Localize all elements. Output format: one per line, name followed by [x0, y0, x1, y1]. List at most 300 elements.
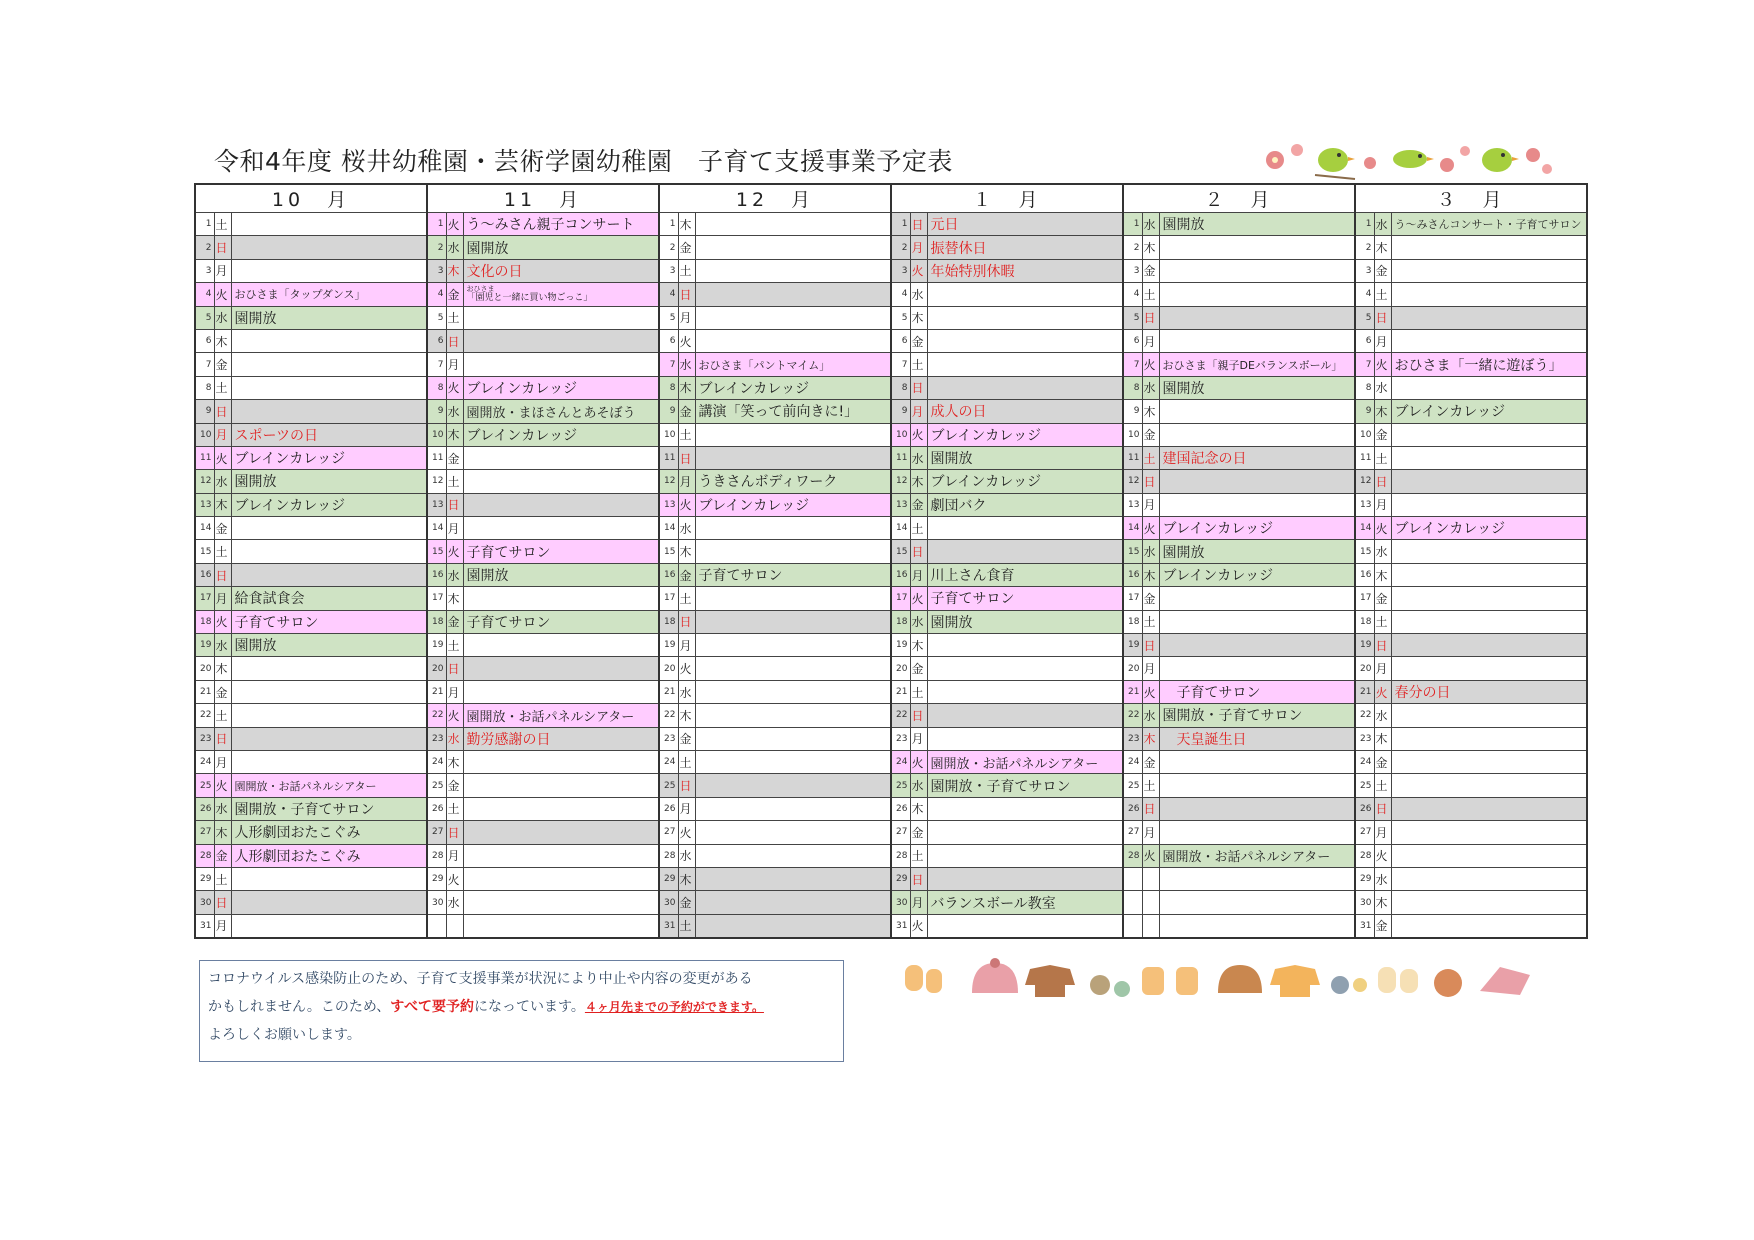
weekday: 木: [214, 821, 231, 844]
weekday: 月: [214, 259, 231, 282]
weekday: 火: [1142, 680, 1159, 703]
weekday: 土: [1374, 774, 1391, 797]
day-number: 27: [195, 821, 214, 844]
event-cell: [1391, 634, 1587, 657]
day-number: 15: [1123, 540, 1142, 563]
day-number: 17: [891, 587, 910, 610]
weekday: 金: [678, 727, 695, 750]
day-number: 6: [195, 329, 214, 352]
table-row: [195, 844, 1587, 867]
weekday: 月: [446, 844, 463, 867]
weekday: 土: [678, 587, 695, 610]
weekday: 日: [1374, 470, 1391, 493]
day-number: 15: [427, 540, 446, 563]
event-cell: 園開放: [1159, 376, 1355, 399]
event-cell: [1391, 306, 1587, 329]
weekday: [1142, 891, 1159, 914]
event-cell: 園開放: [1159, 213, 1355, 236]
event-cell: [463, 867, 659, 890]
day-number: 18: [1123, 610, 1142, 633]
table-row: [195, 891, 1587, 914]
event-cell: [463, 914, 659, 938]
table-row: [195, 704, 1587, 727]
event-cell: [231, 236, 427, 259]
flower-icon: [1440, 146, 1470, 172]
day-number: 30: [1355, 891, 1374, 914]
day-number: 27: [891, 821, 910, 844]
flower-icon: [1364, 157, 1376, 169]
day-number: 24: [891, 750, 910, 773]
weekday: 水: [214, 306, 231, 329]
weekday: 水: [214, 797, 231, 820]
day-number: 24: [195, 750, 214, 773]
weekday: 金: [1142, 587, 1159, 610]
weekday: 火: [910, 750, 927, 773]
day-number: 18: [195, 610, 214, 633]
day-number: 29: [195, 867, 214, 890]
event-cell: 園開放・お話パネルシアター: [1159, 844, 1355, 867]
day-number: 1: [1123, 213, 1142, 236]
day-number: 17: [1123, 587, 1142, 610]
weekday: 木: [446, 423, 463, 446]
day-number: 26: [1355, 797, 1374, 820]
weekday: 火: [214, 283, 231, 306]
event-cell: ブレインカレッジ: [1391, 400, 1587, 423]
weekday: 火: [1374, 353, 1391, 376]
weekday: 月: [214, 914, 231, 938]
event-cell: 振替休日: [927, 236, 1123, 259]
weekday: 火: [678, 657, 695, 680]
day-number: 10: [427, 423, 446, 446]
event-cell: [463, 844, 659, 867]
day-number: 21: [891, 680, 910, 703]
flower-icon: [1291, 144, 1303, 156]
weekday: 土: [678, 750, 695, 773]
day-number: 4: [1355, 283, 1374, 306]
day-number: 7: [659, 353, 678, 376]
event-cell: [695, 259, 891, 282]
weekday: 金: [214, 353, 231, 376]
flower-bird-decoration: [1255, 135, 1555, 185]
weekday: 月: [678, 634, 695, 657]
weekday: 月: [910, 563, 927, 586]
event-cell: [927, 844, 1123, 867]
weekday: 金: [1142, 259, 1159, 282]
weekday: 土: [446, 797, 463, 820]
event-cell: [927, 704, 1123, 727]
weekday: 火: [446, 867, 463, 890]
day-number: 14: [195, 517, 214, 540]
event-cell: 園開放・まほさんとあそぼう: [463, 400, 659, 423]
event-cell: [1159, 634, 1355, 657]
table-row: [195, 634, 1587, 657]
table-row: [195, 587, 1587, 610]
event-cell: 劇団バク: [927, 493, 1123, 516]
event-cell: [463, 470, 659, 493]
event-cell: [1391, 376, 1587, 399]
weekday: 日: [678, 774, 695, 797]
table-row: [195, 517, 1587, 540]
day-number: 2: [195, 236, 214, 259]
day-number: 3: [195, 259, 214, 282]
day-number: 13: [659, 493, 678, 516]
weekday: 土: [1142, 774, 1159, 797]
event-cell: [231, 891, 427, 914]
event-cell: [1159, 306, 1355, 329]
yarn-ball-icon: [1331, 976, 1367, 994]
event-cell: 子育てサロン: [231, 610, 427, 633]
event-cell: [695, 914, 891, 938]
day-number: 16: [891, 563, 910, 586]
weekday: 日: [1374, 797, 1391, 820]
event-cell: [231, 400, 427, 423]
day-number: 21: [659, 680, 678, 703]
weekday: 水: [1142, 540, 1159, 563]
weekday: 月: [1374, 493, 1391, 516]
event-cell: [231, 213, 427, 236]
event-cell: 文化の日: [463, 259, 659, 282]
day-number: 11: [195, 446, 214, 469]
day-number: 14: [427, 517, 446, 540]
event-cell: 勤労感謝の日: [463, 727, 659, 750]
weekday: 木: [1374, 727, 1391, 750]
day-number: 31: [659, 914, 678, 938]
day-number: 20: [659, 657, 678, 680]
weekday: 月: [446, 517, 463, 540]
day-number: 16: [427, 563, 446, 586]
hat-icon: [1218, 965, 1262, 993]
event-cell: 人形劇団おたこぐみ: [231, 844, 427, 867]
day-number: 24: [427, 750, 446, 773]
day-number: 18: [1355, 610, 1374, 633]
table-row: [195, 329, 1587, 352]
weekday: 日: [214, 236, 231, 259]
weekday: 日: [214, 400, 231, 423]
day-number: 7: [195, 353, 214, 376]
weekday: 木: [1374, 236, 1391, 259]
weekday: 土: [214, 376, 231, 399]
weekday: 木: [678, 540, 695, 563]
schedule-table: [194, 183, 1588, 939]
event-cell: [695, 517, 891, 540]
flower-icon: [1526, 148, 1552, 174]
weekday: 土: [446, 306, 463, 329]
weekday: 水: [1142, 376, 1159, 399]
weekday: 日: [1374, 634, 1391, 657]
day-number: 27: [659, 821, 678, 844]
weekday: 水: [446, 891, 463, 914]
day-number: 4: [659, 283, 678, 306]
weekday: 水: [1374, 540, 1391, 563]
day-number: 26: [195, 797, 214, 820]
day-number: 28: [427, 844, 446, 867]
month-header: ２ 月: [1123, 184, 1355, 213]
day-number: 28: [659, 844, 678, 867]
day-number: 11: [1123, 446, 1142, 469]
day-number: 23: [891, 727, 910, 750]
weekday: 土: [1374, 610, 1391, 633]
event-cell: [463, 306, 659, 329]
event-cell: [1391, 727, 1587, 750]
event-cell: [1391, 704, 1587, 727]
weekday: 火: [910, 587, 927, 610]
weekday: 金: [1374, 914, 1391, 938]
event-cell: [695, 423, 891, 446]
hat-icon: [972, 958, 1018, 993]
day-number: 3: [427, 259, 446, 282]
day-number: 18: [427, 610, 446, 633]
event-cell: [231, 376, 427, 399]
day-number: 20: [1355, 657, 1374, 680]
day-number: 10: [1355, 423, 1374, 446]
month-header: 12 月: [659, 184, 891, 213]
event-cell: [1159, 259, 1355, 282]
event-cell: 人形劇団おたこぐみ: [231, 821, 427, 844]
notice-text: かもしれません。このため、: [208, 999, 391, 1015]
weekday: 木: [446, 259, 463, 282]
day-number: 21: [427, 680, 446, 703]
event-cell: 子育てサロン: [695, 563, 891, 586]
day-number: 29: [659, 867, 678, 890]
event-cell: [1159, 470, 1355, 493]
weekday: 日: [910, 376, 927, 399]
event-cell: ブレインカレッジ: [231, 446, 427, 469]
day-number: 8: [891, 376, 910, 399]
weekday: 水: [214, 470, 231, 493]
day-number: 23: [195, 727, 214, 750]
weekday: 土: [678, 914, 695, 938]
event-cell: [695, 750, 891, 773]
notice-box: [199, 960, 844, 1062]
notice-line: [208, 993, 835, 1021]
event-cell: [463, 657, 659, 680]
weekday: 木: [446, 587, 463, 610]
event-cell: [695, 657, 891, 680]
weekday: 火: [446, 540, 463, 563]
event-cell: [1159, 797, 1355, 820]
weekday: 日: [1142, 634, 1159, 657]
weekday: 土: [446, 470, 463, 493]
month-header: 11 月: [427, 184, 659, 213]
day-number: 7: [427, 353, 446, 376]
weekday: 木: [214, 493, 231, 516]
event-cell: [1159, 423, 1355, 446]
weekday: 火: [446, 213, 463, 236]
event-cell: 園開放・お話パネルシアター: [231, 774, 427, 797]
event-cell: [927, 634, 1123, 657]
weekday: 月: [214, 587, 231, 610]
day-number: 17: [195, 587, 214, 610]
event-cell: [231, 914, 427, 938]
day-number: 22: [891, 704, 910, 727]
day-number: 1: [195, 213, 214, 236]
event-cell: [695, 727, 891, 750]
weekday: 金: [214, 680, 231, 703]
day-number: 26: [891, 797, 910, 820]
weekday: 火: [1142, 844, 1159, 867]
day-number: 8: [1355, 376, 1374, 399]
day-number: 4: [427, 283, 446, 306]
event-cell: [463, 587, 659, 610]
weekday: 月: [1142, 329, 1159, 352]
event-label: 「園児と一緒に買い物ごっこ」: [466, 293, 593, 304]
weekday: 金: [446, 610, 463, 633]
event-cell: 子育てサロン: [927, 587, 1123, 610]
weekday: 土: [910, 844, 927, 867]
day-number: 14: [891, 517, 910, 540]
event-cell: [1391, 867, 1587, 890]
weekday: 金: [910, 493, 927, 516]
weekday: 火: [678, 493, 695, 516]
day-number: 5: [427, 306, 446, 329]
weekday: [1142, 867, 1159, 890]
event-cell: 園開放・子育てサロン: [927, 774, 1123, 797]
notice-line: よろしくお願いします。: [208, 1027, 361, 1043]
event-cell: [463, 891, 659, 914]
table-row: [195, 306, 1587, 329]
event-cell: ブレインカレッジ: [463, 376, 659, 399]
table-row: [195, 400, 1587, 423]
weekday: 水: [214, 634, 231, 657]
weekday: 金: [910, 657, 927, 680]
mitten-icon: [905, 965, 942, 993]
weekday: 火: [446, 376, 463, 399]
event-cell: [695, 283, 891, 306]
weekday: [446, 914, 463, 938]
table-row: [195, 750, 1587, 773]
weekday: 月: [910, 236, 927, 259]
day-number: 5: [659, 306, 678, 329]
day-number: [427, 914, 446, 938]
event-cell: [1159, 329, 1355, 352]
weekday: 月: [214, 750, 231, 773]
day-number: 2: [891, 236, 910, 259]
event-cell: う～みさんコンサート・子育てサロン: [1391, 213, 1587, 236]
sweater-icon: [1025, 965, 1075, 997]
day-number: 21: [1123, 680, 1142, 703]
event-cell: [927, 376, 1123, 399]
day-number: 13: [427, 493, 446, 516]
day-number: 14: [1123, 517, 1142, 540]
weekday: 土: [910, 517, 927, 540]
event-cell: ブレインカレッジ: [1159, 563, 1355, 586]
day-number: 20: [1123, 657, 1142, 680]
event-cell: 子育てサロン: [1159, 680, 1355, 703]
day-number: 3: [891, 259, 910, 282]
event-cell: [927, 867, 1123, 890]
day-number: 30: [891, 891, 910, 914]
event-cell: [1391, 657, 1587, 680]
event-cell: [1391, 259, 1587, 282]
event-cell: [927, 353, 1123, 376]
event-cell: [695, 213, 891, 236]
day-number: 19: [891, 634, 910, 657]
weekday: 日: [1142, 470, 1159, 493]
event-cell: [463, 493, 659, 516]
weekday: 金: [1374, 259, 1391, 282]
event-cell: [1391, 844, 1587, 867]
event-cell: [463, 446, 659, 469]
day-number: 22: [659, 704, 678, 727]
day-number: 24: [659, 750, 678, 773]
weekday: 日: [910, 704, 927, 727]
bird-icon: [1315, 148, 1355, 179]
weekday: 木: [1374, 891, 1391, 914]
day-number: 29: [427, 867, 446, 890]
weekday: 木: [446, 750, 463, 773]
weekday: 金: [446, 446, 463, 469]
weekday: 日: [214, 891, 231, 914]
day-number: 10: [659, 423, 678, 446]
day-number: 10: [891, 423, 910, 446]
weekday: 日: [446, 493, 463, 516]
event-cell: [695, 610, 891, 633]
event-cell: 年始特別休暇: [927, 259, 1123, 282]
day-number: 18: [659, 610, 678, 633]
weekday: 金: [678, 236, 695, 259]
event-cell: [695, 821, 891, 844]
day-number: 22: [1355, 704, 1374, 727]
event-cell: [231, 563, 427, 586]
event-cell: [1391, 914, 1587, 938]
mitten-icon: [1378, 967, 1418, 993]
glove-icon: [1142, 967, 1198, 995]
day-number: 25: [659, 774, 678, 797]
weekday: 木: [678, 376, 695, 399]
yarn-ball-icon: [1090, 975, 1130, 997]
weekday: 水: [446, 236, 463, 259]
event-cell: [695, 774, 891, 797]
event-cell: 園開放: [231, 634, 427, 657]
day-number: 30: [659, 891, 678, 914]
weekday: 土: [678, 423, 695, 446]
weekday: 月: [678, 797, 695, 820]
weekday: 木: [910, 306, 927, 329]
event-cell: [927, 821, 1123, 844]
table-row: [195, 213, 1587, 236]
day-number: 12: [1355, 470, 1374, 493]
day-number: 20: [195, 657, 214, 680]
event-cell: [463, 774, 659, 797]
event-cell: [1391, 797, 1587, 820]
weekday: 月: [1142, 821, 1159, 844]
day-number: 20: [427, 657, 446, 680]
day-number: 28: [195, 844, 214, 867]
weekday: 水: [1142, 213, 1159, 236]
event-cell: 園開放: [1159, 540, 1355, 563]
day-number: 4: [891, 283, 910, 306]
event-cell: 園開放: [463, 563, 659, 586]
weekday: [1142, 914, 1159, 938]
day-number: 1: [1355, 213, 1374, 236]
event-cell: [1159, 821, 1355, 844]
event-cell: うきさんボディワーク: [695, 470, 891, 493]
event-cell: [1391, 587, 1587, 610]
weekday: 月: [1374, 329, 1391, 352]
day-number: 19: [1355, 634, 1374, 657]
weekday: 日: [1142, 306, 1159, 329]
event-cell: [1159, 236, 1355, 259]
day-number: 6: [1355, 329, 1374, 352]
day-number: 17: [659, 587, 678, 610]
event-cell: [1159, 891, 1355, 914]
event-cell: ブレインカレッジ: [695, 493, 891, 516]
event-cell: [1391, 329, 1587, 352]
sweater-icon: [1480, 967, 1530, 995]
weekday: 水: [678, 680, 695, 703]
event-cell: [927, 540, 1123, 563]
event-cell: [927, 657, 1123, 680]
